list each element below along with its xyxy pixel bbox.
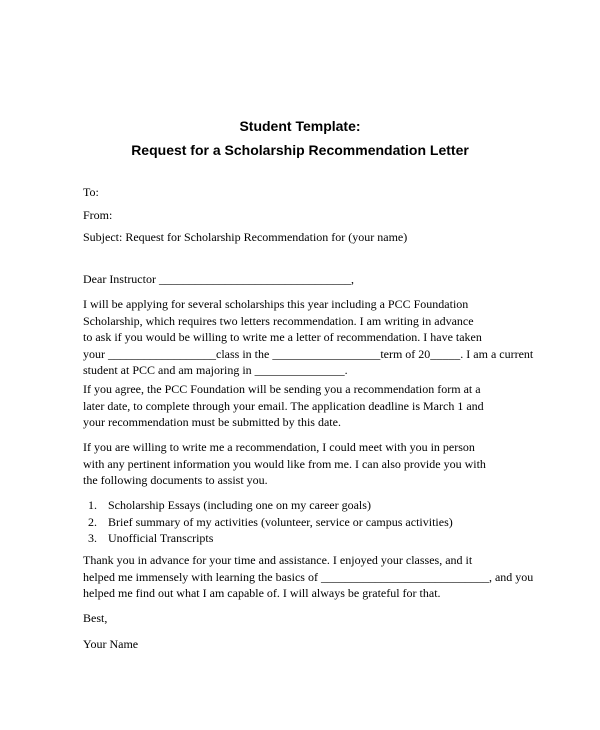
paragraph-line: with any pertinent information you would like from me. I can also provide you with [83,456,486,471]
paragraph-line: to ask if you would be willing to write me a letter of recommendation. I have taken [83,330,482,344]
subject-line: Subject: Request for Scholarship Recommendation for (your name) [83,230,408,244]
paragraph-line: your recommendation must be submitted by this date. [83,415,341,429]
paragraph-line: your __________________class in the __________________term of 20_____. I am a current [83,346,534,361]
paragraph-line: helped me find out what I am capable of. I will always be grateful for that. [83,586,441,600]
list-item [88,530,453,547]
list-text: Scholarship Essays (including one on my career goals) [108,498,371,512]
documents-list [88,497,453,547]
list-number: 3. [88,531,97,545]
paragraph-line: Scholarship, which requires two letters recommendation. I am writing in advance [83,313,474,328]
paragraph-line: student at PCC and am majoring in _______________. [83,363,348,377]
to-line: To: [83,185,99,199]
document-title: Student Template: [239,118,361,134]
paragraph-line: later date, to complete through your email. The application deadline is March 1 and [83,398,484,413]
list-number: 2. [88,514,97,529]
document-subtitle: Request for a Scholarship Recommendation Letter [131,142,469,158]
paragraph-line: helped me immensely with learning the basics of ____________________________, and you [83,569,534,584]
paragraph-foundation [83,381,523,431]
closing: Best, [83,611,108,625]
paragraph-line: I will be applying for several scholarships this year including a PCC Foundation [83,297,469,311]
signature: Your Name [83,637,139,651]
paragraph-meeting [83,439,523,489]
paragraph-line: If you are willing to write me a recommendation, I could meet with you in person [83,440,475,454]
paragraph-line: Thank you in advance for your time and assistance. I enjoyed your classes, and it [83,553,473,567]
list-item [88,497,453,514]
paragraph-line: If you agree, the PCC Foundation will be sending you a recommendation form at a [83,382,481,396]
list-item [88,514,453,531]
salutation: Dear Instructor ________________________________, [83,272,354,286]
list-number: 1. [88,498,97,512]
paragraph-intro [83,296,534,379]
list-text: Unofficial Transcripts [108,531,214,545]
paragraph-thanks [83,552,534,602]
paragraph-line: the following documents to assist you. [83,473,268,487]
list-text: Brief summary of my activities (volunteer, service or campus activities) [108,514,453,529]
from-line: From: [83,208,113,222]
